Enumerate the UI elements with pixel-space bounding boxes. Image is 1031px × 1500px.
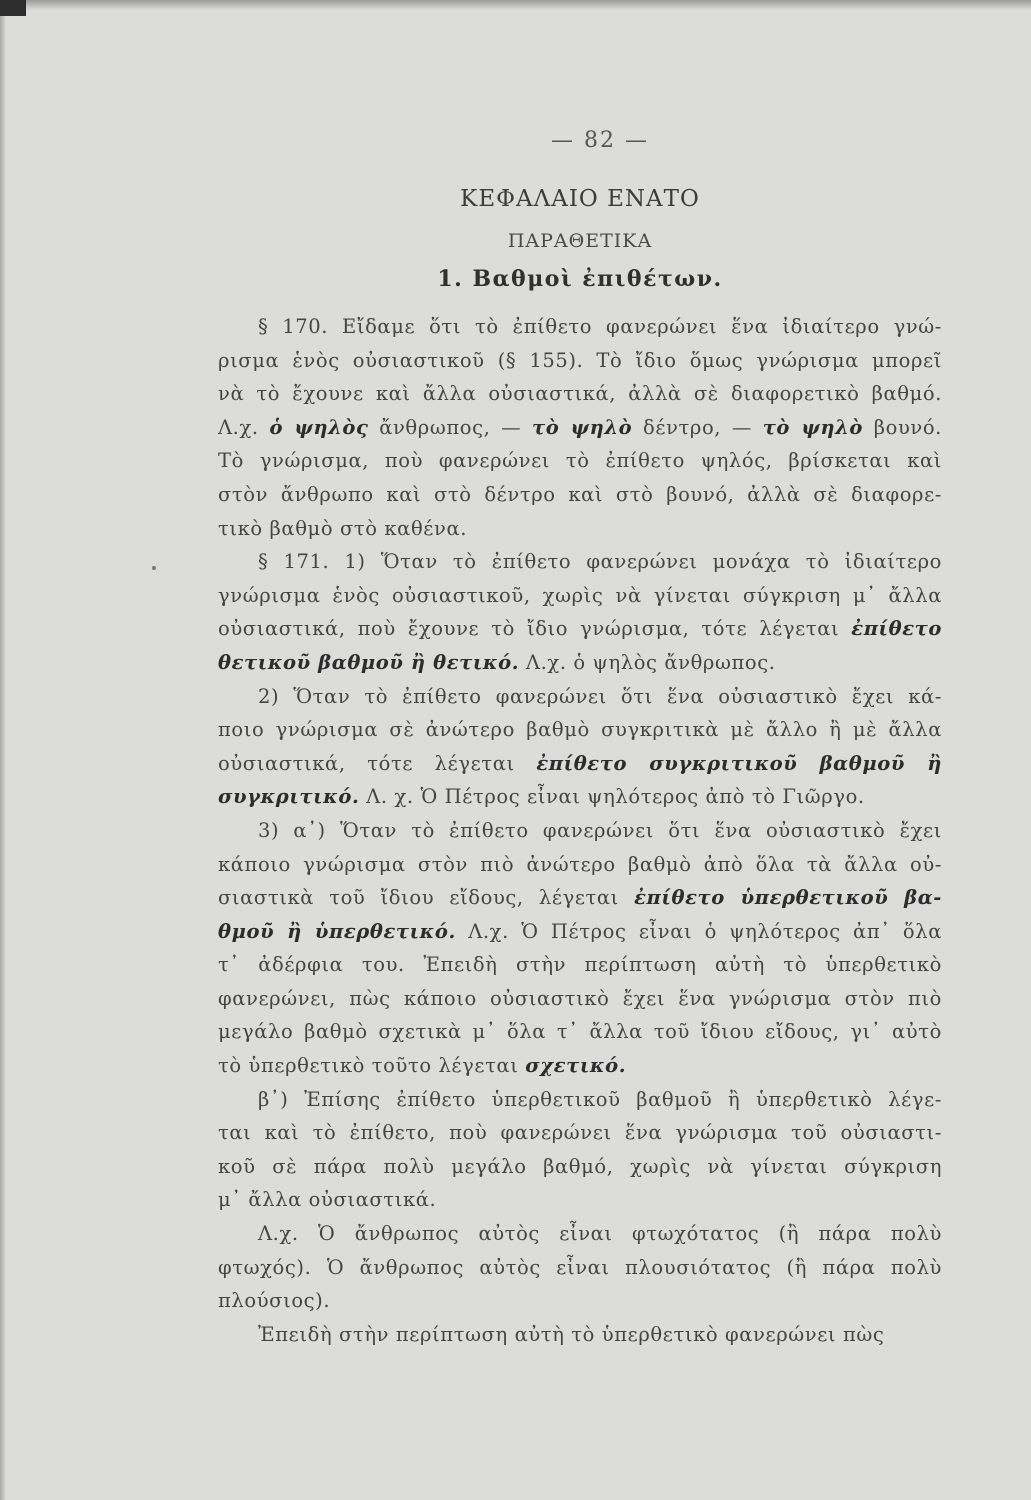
text-run: 2) Ὅταν τὸ ἐπίθετο φανερώνει ὅτι ἕνα οὐσιαστικὸ ἔχει κά- xyxy=(258,684,942,708)
chapter-title: ΚΕΦΑΛΑΙΟ ΕΝΑΤΟ xyxy=(460,186,700,212)
text-run: Λ.χ. Ὁ Πέτρος εἶναι ὁ ψηλότερος ἀπ᾽ ὅλα xyxy=(455,919,942,943)
text-line xyxy=(218,747,942,781)
emphasized-term: σχετικό. xyxy=(525,1054,627,1078)
text-line xyxy=(218,344,942,378)
text-run: Ἐπειδὴ στὴν περίπτωση αὐτὴ τὸ ὑπερθετικὸ φανερώνει πὼς xyxy=(258,1322,885,1346)
text-line xyxy=(218,713,942,747)
text-line xyxy=(218,1183,942,1217)
text-line xyxy=(218,646,942,680)
section-heading: 1. Βαθμοὶ ἐπιθέτων. xyxy=(437,266,723,292)
text-run: τὸ ὑπερθετικὸ τοῦτο λέγεται xyxy=(218,1054,526,1078)
text-run: ποιο γνώρισμα σὲ ἀνώτερο βαθμὸ συγκριτικὰ μὲ ἄλλο ἢ μὲ ἄλλα xyxy=(218,718,942,742)
text-line xyxy=(218,780,942,814)
text-run: κοῦ σὲ πάρα πολὺ μεγάλο βαθμό, χωρὶς νὰ γίνεται σύγκριση xyxy=(218,1154,942,1178)
text-line xyxy=(218,848,942,882)
emphasized-term: ὁ ψηλὸς xyxy=(269,415,369,439)
text-run: οὐσιαστικά, τότε λέγεται xyxy=(218,751,537,775)
text-line xyxy=(218,1049,942,1083)
text-run: δέντρο, — xyxy=(632,415,763,439)
text-line xyxy=(218,545,942,579)
text-run: ἄνθρωπος, — xyxy=(368,415,532,439)
text-run: γνώρισμα ἑνὸς οὐσιαστικοῦ, χωρὶς νὰ γίνεται σύγκριση μ᾽ ἄλλα xyxy=(218,583,942,607)
emphasized-term: συγκριτικό. xyxy=(218,785,360,809)
emphasized-term: ἐπίθετο συγκριτικοῦ βαθμοῦ ἢ xyxy=(536,751,942,775)
text-line xyxy=(218,612,942,646)
text-run: φανερώνει, πὼς κάποιο οὐσιαστικὸ ἔχει ἕνα γνώρισμα στὸν πιὸ xyxy=(218,986,942,1010)
text-line xyxy=(218,982,942,1016)
text-run: ται καὶ τὸ ἐπίθετο, ποὺ φανερώνει ἕνα γνώρισμα τοῦ οὐσιαστι- xyxy=(218,1121,942,1145)
text-line xyxy=(218,411,942,445)
page-content xyxy=(218,128,942,1351)
emphasized-term: θμοῦ ἢ ὑπερθετικό. xyxy=(218,919,456,943)
text-run: β᾽) Ἐπίσης ἐπίθετο ὑπερθετικοῦ βαθμοῦ ἢ ὑπερθετικὸ λέγε- xyxy=(258,1087,942,1111)
text-run: Λ.χ. xyxy=(218,415,270,439)
text-run: Λ.χ. Ὁ ἄνθρωπος αὐτὸς εἶναι φτωχότατος (ἢ πάρα πολὺ xyxy=(258,1222,942,1246)
text-line xyxy=(218,1150,942,1184)
text-line xyxy=(218,680,942,714)
text-run: Λ. χ. Ὁ Πέτρος εἶναι ψηλότερος ἀπὸ τὸ Γιῶργο. xyxy=(359,785,865,809)
text-line xyxy=(218,478,942,512)
text-run: Λ.χ. ὁ ψηλὸς ἄνθρωπος. xyxy=(519,650,776,674)
text-line xyxy=(218,1217,942,1251)
text-line xyxy=(218,1116,942,1150)
text-run: κάποιο γνώρισμα στὸν πιὸ ἀνώτερο βαθμὸ ἀπὸ ὅλα τὰ ἄλλα οὐ- xyxy=(218,852,942,876)
margin-speck xyxy=(152,566,156,570)
text-run: τικὸ βαθμὸ στὸ καθένα. xyxy=(218,516,468,540)
text-line xyxy=(218,579,942,613)
text-line xyxy=(218,1015,942,1049)
text-line xyxy=(218,881,942,915)
text-run: βουνό. xyxy=(862,415,942,439)
emphasized-term: ἐπίθετο xyxy=(851,617,942,641)
text-line xyxy=(218,1284,942,1318)
text-line xyxy=(218,444,942,478)
text-run: στὸν ἄνθρωπο καὶ στὸ δέντρο καὶ στὸ βουνό, ἀλλὰ σὲ διαφορε- xyxy=(218,482,942,506)
text-run: οὐσιαστικά, ποὺ ἔχουνε τὸ ἴδιο γνώρισμα, τότε λέγεται xyxy=(218,617,852,641)
text-run: 3) α᾽) Ὅταν τὸ ἐπίθετο φανερώνει ὅτι ἕνα οὐσιαστικὸ ἔχει xyxy=(258,818,942,842)
body-text xyxy=(218,310,942,1351)
emphasized-term: ἐπίθετο ὑπερθετικοῦ βα- xyxy=(634,886,943,910)
section-title: ΠΑΡΑΘΕΤΙΚΑ xyxy=(507,230,653,252)
page-number: — 82 — xyxy=(551,128,649,153)
text-run: § 171. 1) Ὅταν τὸ ἐπίθετο φανερώνει μονάχα τὸ ἰδιαίτερο xyxy=(258,550,942,574)
text-line xyxy=(218,512,942,546)
text-line xyxy=(218,377,942,411)
text-run: πλούσιος). xyxy=(218,1289,331,1313)
text-run: σιαστικὰ τοῦ ἴδιου εἴδους, λέγεται xyxy=(218,886,635,910)
emphasized-term: θετικοῦ βαθμοῦ ἢ θετικό. xyxy=(218,650,520,674)
text-run: Τὸ γνώρισμα, ποὺ φανερώνει τὸ ἐπίθετο ψηλός, βρίσκεται καὶ xyxy=(218,449,942,473)
text-line xyxy=(218,814,942,848)
scan-corner-mark xyxy=(0,0,26,16)
emphasized-term: τὸ ψηλὸ xyxy=(762,415,863,439)
text-line xyxy=(218,1083,942,1117)
text-run: ρισμα ἑνὸς οὐσιαστικοῦ (§ 155). Τὸ ἴδιο ὅμως γνώρισμα μπορεῖ xyxy=(218,348,942,372)
text-line xyxy=(218,1251,942,1285)
scan-top-edge xyxy=(0,0,1031,10)
text-run: τ᾽ ἀδέρφια του. Ἐπειδὴ στὴν περίπτωση αὐτὴ τὸ ὑπερθετικὸ xyxy=(218,953,942,977)
text-run: μ᾽ ἄλλα οὐσιαστικά. xyxy=(218,1188,437,1212)
text-line xyxy=(218,948,942,982)
text-run: νὰ τὸ ἔχουνε καὶ ἄλλα οὐσιαστικά, ἀλλὰ σὲ διαφορετικὸ βαθμό. xyxy=(218,382,942,406)
emphasized-term: τὸ ψηλὸ xyxy=(532,415,633,439)
scan-left-edge xyxy=(0,0,6,1500)
text-run: § 170. Εἴδαμε ὅτι τὸ ἐπίθετο φανερώνει ἕνα ἰδιαίτερο γνώ- xyxy=(258,315,942,338)
text-line xyxy=(218,1318,942,1352)
text-line xyxy=(218,310,942,344)
text-run: φτωχός). Ὁ ἄνθρωπος αὐτὸς εἶναι πλουσιότατος (ἢ πάρα πολὺ xyxy=(218,1255,942,1279)
text-line xyxy=(218,915,942,949)
text-run: μεγάλο βαθμὸ σχετικὰ μ᾽ ὅλα τ᾽ ἄλλα τοῦ ἴδιου εἴδους, γι᾽ αὐτὸ xyxy=(218,1020,942,1044)
